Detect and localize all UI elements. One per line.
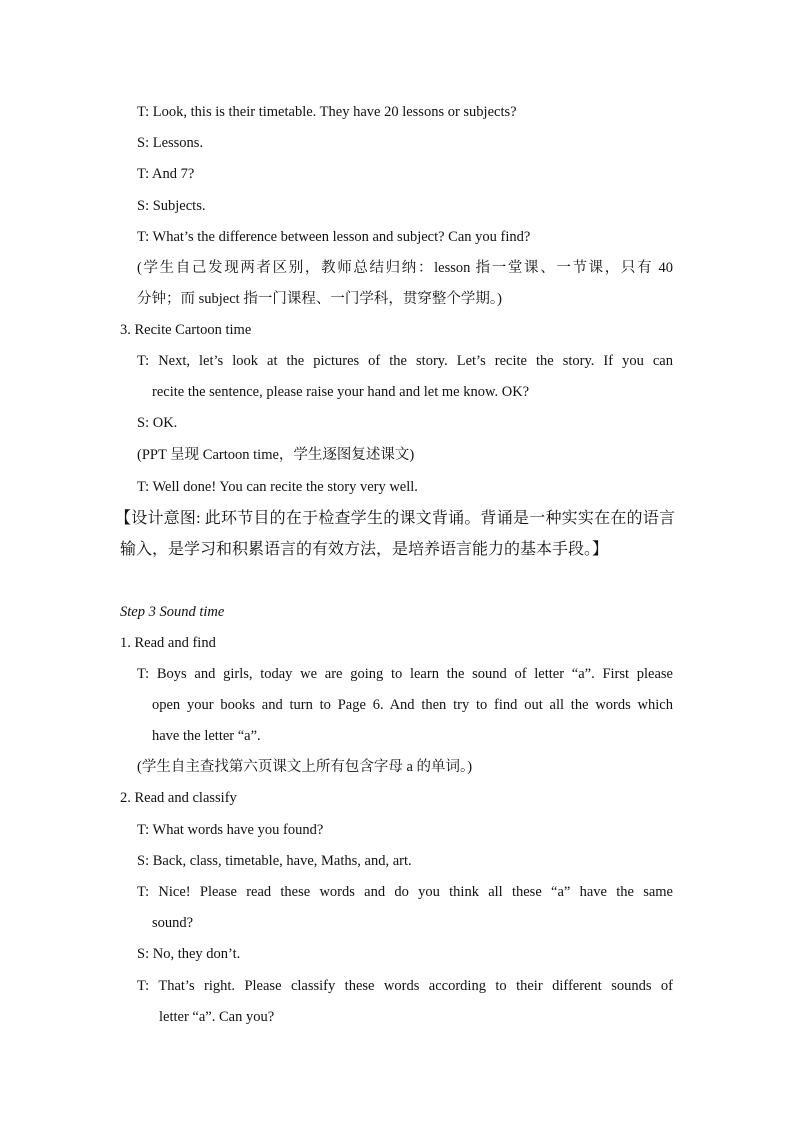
teacher-note: (PPT 呈现 Cartoon time，学生逐图复述课文): [137, 447, 415, 463]
dialogue-line: S: Subjects.: [137, 198, 206, 214]
section-heading: 3. Recite Cartoon time: [120, 322, 252, 338]
dialogue-line: letter “a”. Can you?: [159, 1009, 275, 1025]
dialogue-line: S: Back, class, timetable, have, Maths, and, art.: [137, 853, 412, 869]
dialogue-line: T: Well done! You can recite the story very well.: [137, 479, 418, 495]
teacher-note: 分钟；而 subject 指一门课程、一门学科，贯穿整个学期。): [137, 291, 502, 307]
dialogue-line: T: Boys and girls, today we are going to learn the sound of letter “a”. First please: [137, 666, 673, 682]
dialogue-line: S: OK.: [137, 415, 178, 431]
dialogue-line: T: That’s right. Please classify these words according to their different sounds of: [137, 978, 673, 994]
section-heading: 1. Read and find: [120, 635, 216, 651]
dialogue-line: T: What words have you found?: [137, 822, 324, 838]
dialogue-line: S: Lessons.: [137, 135, 204, 151]
step-heading: Step 3 Sound time: [120, 604, 225, 620]
dialogue-line: T: Nice! Please read these words and do you think all these “a” have the same: [137, 884, 673, 900]
design-intent: 输入，是学习和积累语言的有效方法，是培养语言能力的基本手段。】: [120, 541, 609, 558]
teacher-note: (学生自主查找第六页课文上所有包含字母 a 的单词。): [137, 759, 473, 775]
dialogue-line: have the letter “a”.: [152, 728, 261, 744]
dialogue-line: open your books and turn to Page 6. And then try to find out all the words which: [152, 697, 673, 713]
design-intent: 【设计意图: 此环节目的在于检查学生的课文背诵。背诵是一种实实在在的语言: [115, 510, 675, 527]
dialogue-line: T: Look, this is their timetable. They have 20 lessons or subjects?: [137, 104, 517, 120]
teacher-note: (学生自己发现两者区别，教师总结归纳：lesson 指一堂课、一节课，只有 40: [137, 260, 673, 276]
section-heading: 2. Read and classify: [120, 790, 237, 806]
dialogue-line: S: No, they don’t.: [137, 946, 241, 962]
dialogue-line: T: And 7?: [137, 166, 195, 182]
dialogue-line: T: What’s the difference between lesson and subject? Can you find?: [137, 229, 531, 245]
dialogue-line: recite the sentence, please raise your hand and let me know. OK?: [152, 384, 530, 400]
dialogue-line: T: Next, let’s look at the pictures of the story. Let’s recite the story. If you can: [137, 353, 673, 369]
dialogue-line: sound?: [152, 915, 194, 931]
